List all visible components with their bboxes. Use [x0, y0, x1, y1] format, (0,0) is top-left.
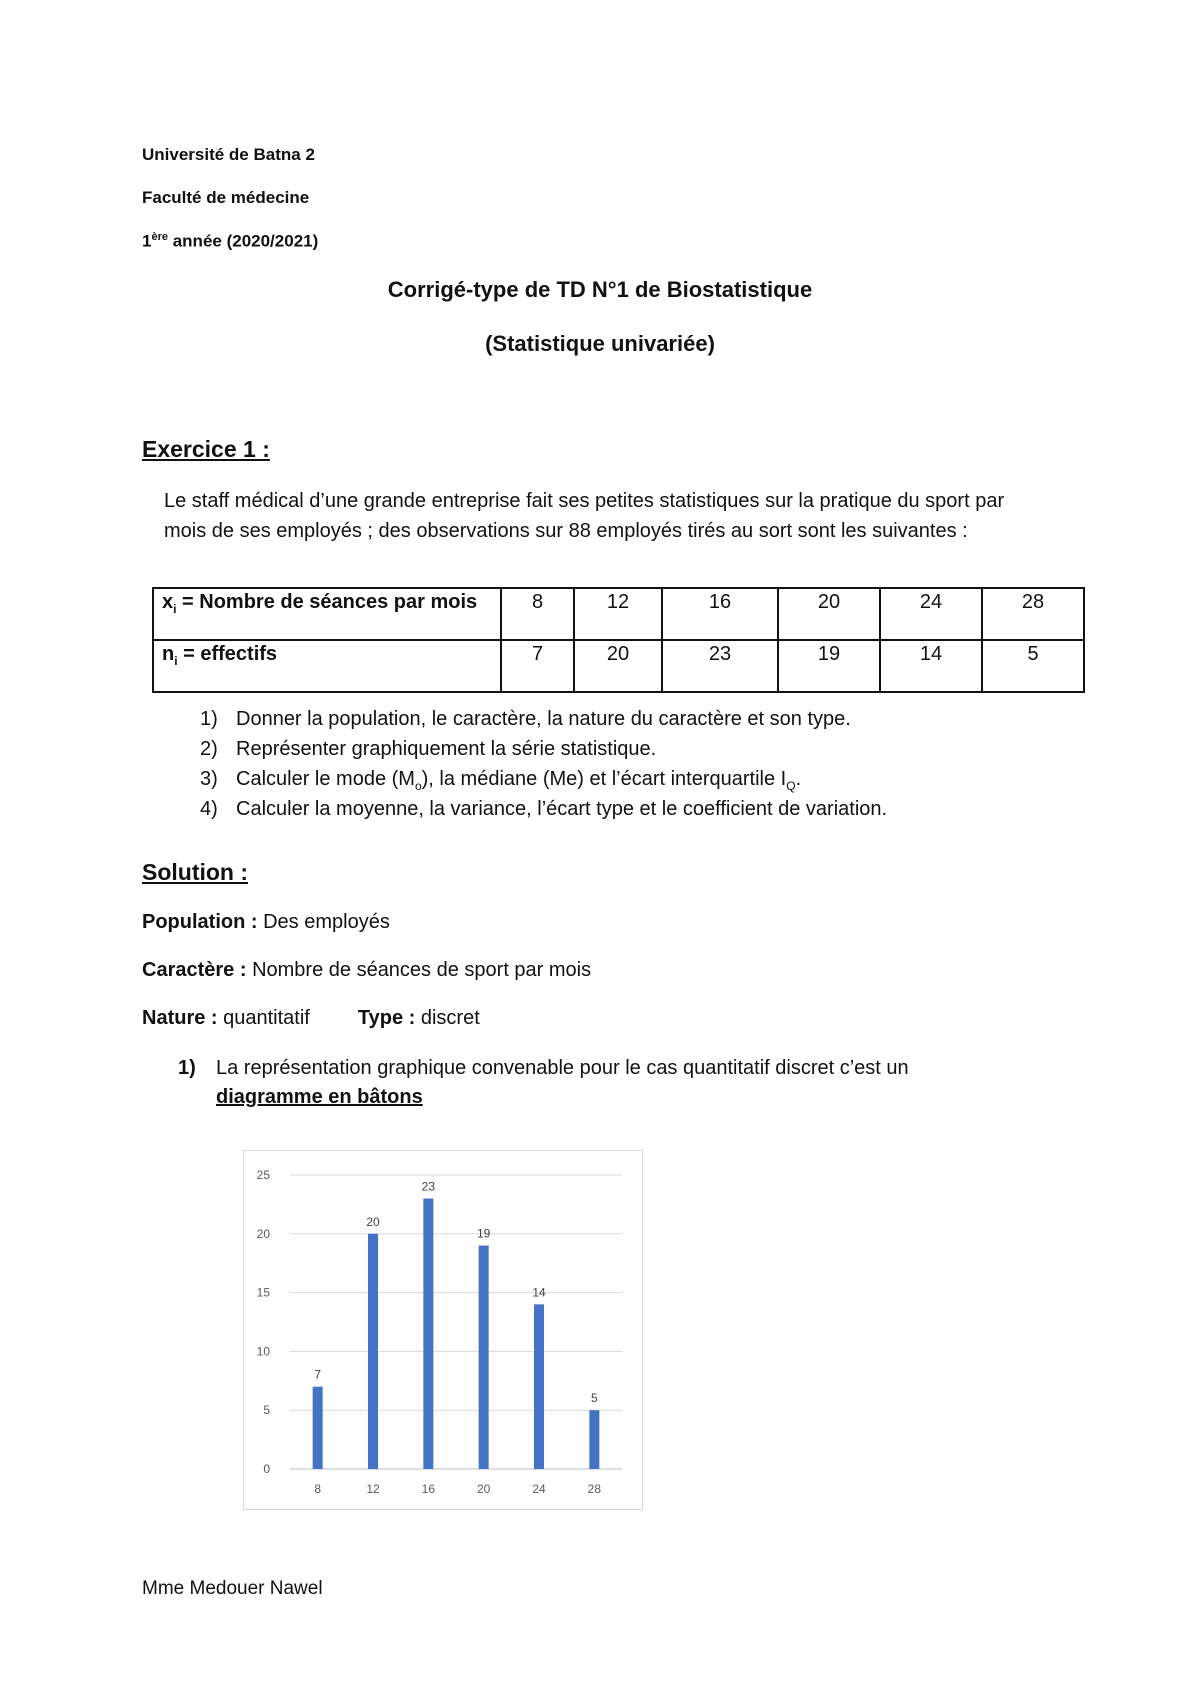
point-1-highlight: diagramme en bâtons — [216, 1086, 423, 1108]
x-tick-label: 16 — [421, 1482, 436, 1496]
y-tick-label: 0 — [263, 1462, 270, 1476]
bar — [589, 1410, 599, 1469]
question-number: 4) — [200, 798, 218, 820]
type-value: discret — [415, 1007, 480, 1029]
n-symbol: n — [162, 643, 175, 665]
table-cell: 23 — [662, 640, 778, 692]
university-name: Université de Batna 2 — [142, 145, 315, 164]
n-label-text: = effectifs — [177, 643, 278, 665]
table-cell: 20 — [778, 588, 880, 640]
nature-label: Nature : — [142, 1007, 218, 1029]
bar-chart-container — [243, 1150, 643, 1510]
point-1-number: 1) — [178, 1057, 196, 1079]
type-label: Type : — [357, 1007, 416, 1029]
table-cell: 19 — [778, 640, 880, 692]
question-number: 3) — [200, 768, 218, 790]
x-symbol: x — [162, 591, 174, 613]
question-text: Donner la population, le caractère, la nature du caractère et son type. — [236, 708, 851, 730]
x-tick-label: 24 — [532, 1482, 546, 1496]
caractere-label: Caractère : — [142, 959, 247, 981]
exercise-statement: Le staff médical d’une grande entreprise fait ses petites statistiques sur la pratique du sport par mois de ses employés ; des observations sur 88 employés tirés au sort sont les suivantes : — [164, 490, 1005, 542]
table-cell: 14 — [880, 640, 982, 692]
caractere-line — [142, 959, 591, 982]
solution-heading: Solution : — [142, 859, 249, 885]
table-row — [153, 588, 1084, 640]
table-cell: 7 — [501, 640, 574, 692]
table-row — [153, 640, 1084, 692]
nature-line — [142, 1007, 480, 1030]
bar — [313, 1387, 323, 1469]
year-sup: ère — [151, 231, 168, 243]
y-tick-label: 15 — [256, 1285, 270, 1300]
data-label: 14 — [532, 1285, 546, 1300]
data-label: 19 — [476, 1226, 491, 1241]
data-label: 20 — [366, 1214, 380, 1229]
nature-value: quantitatif — [217, 1007, 310, 1029]
table-cell: 24 — [880, 588, 982, 640]
year-rest: année (2020/2021) — [168, 231, 319, 251]
question-2 — [200, 738, 656, 761]
x-label-text: = Nombre de séances par mois — [176, 591, 478, 613]
question-number: 2) — [200, 738, 218, 760]
document-subtitle: (Statistique univariée) — [485, 331, 715, 356]
population-label: Population : — [142, 911, 258, 933]
population-line — [142, 911, 390, 934]
table-cell: 20 — [574, 640, 662, 692]
question-text: Calculer le mode (M — [236, 768, 415, 790]
data-label: 7 — [314, 1367, 322, 1382]
caractere-value: Nombre de séances de sport par mois — [246, 959, 592, 981]
table-cell: 8 — [501, 588, 574, 640]
year-prefix: 1 — [142, 231, 152, 251]
table-cell: 5 — [982, 640, 1084, 692]
population-value: Des employés — [257, 911, 390, 933]
mode-sub: o — [414, 779, 422, 793]
y-tick-label: 20 — [256, 1226, 270, 1241]
question-number: 1) — [200, 708, 218, 730]
footer-author: Mme Medouer Nawel — [142, 1578, 323, 1599]
x-tick-label: 20 — [476, 1482, 491, 1496]
iq-sub: Q — [786, 779, 796, 793]
y-tick-label: 5 — [263, 1403, 270, 1418]
exercise-heading: Exercice 1 : — [142, 436, 270, 462]
bar-chart — [244, 1151, 642, 1509]
document-title: Corrigé-type de TD N°1 de Biostatistique — [387, 277, 813, 302]
x-tick-label: 28 — [587, 1482, 602, 1496]
question-text: Calculer la moyenne, la variance, l’écart type et le coefficient de variation. — [236, 798, 888, 820]
data-label: 5 — [590, 1391, 598, 1406]
question-1 — [200, 708, 851, 731]
x-tick-label: 8 — [314, 1482, 322, 1496]
question-4 — [200, 798, 887, 821]
row-label-n — [153, 640, 501, 692]
table-cell: 28 — [982, 588, 1084, 640]
x-tick-label: 12 — [366, 1482, 380, 1496]
bar — [534, 1304, 544, 1469]
y-tick-label: 10 — [256, 1344, 270, 1359]
row-label-x — [153, 588, 501, 640]
faculty-name: Faculté de médecine — [142, 188, 310, 207]
point-1-text: La représentation graphique convenable pour le cas quantitatif discret c’est un — [216, 1057, 909, 1079]
table-cell: 16 — [662, 588, 778, 640]
question-text: ), la médiane (Me) et l’écart interquartile I — [421, 768, 787, 790]
bar — [479, 1246, 489, 1469]
question-text: Représenter graphiquement la série statistique. — [236, 738, 657, 760]
n-sub: i — [174, 654, 178, 668]
academic-year — [142, 231, 318, 252]
bar — [368, 1234, 378, 1469]
y-tick-label: 25 — [256, 1168, 270, 1182]
x-sub: i — [173, 602, 177, 616]
data-label: 23 — [421, 1179, 436, 1194]
question-3 — [200, 768, 801, 793]
question-text: . — [795, 768, 802, 790]
table-cell: 12 — [574, 588, 662, 640]
data-table — [152, 587, 1085, 693]
bar — [423, 1199, 433, 1469]
